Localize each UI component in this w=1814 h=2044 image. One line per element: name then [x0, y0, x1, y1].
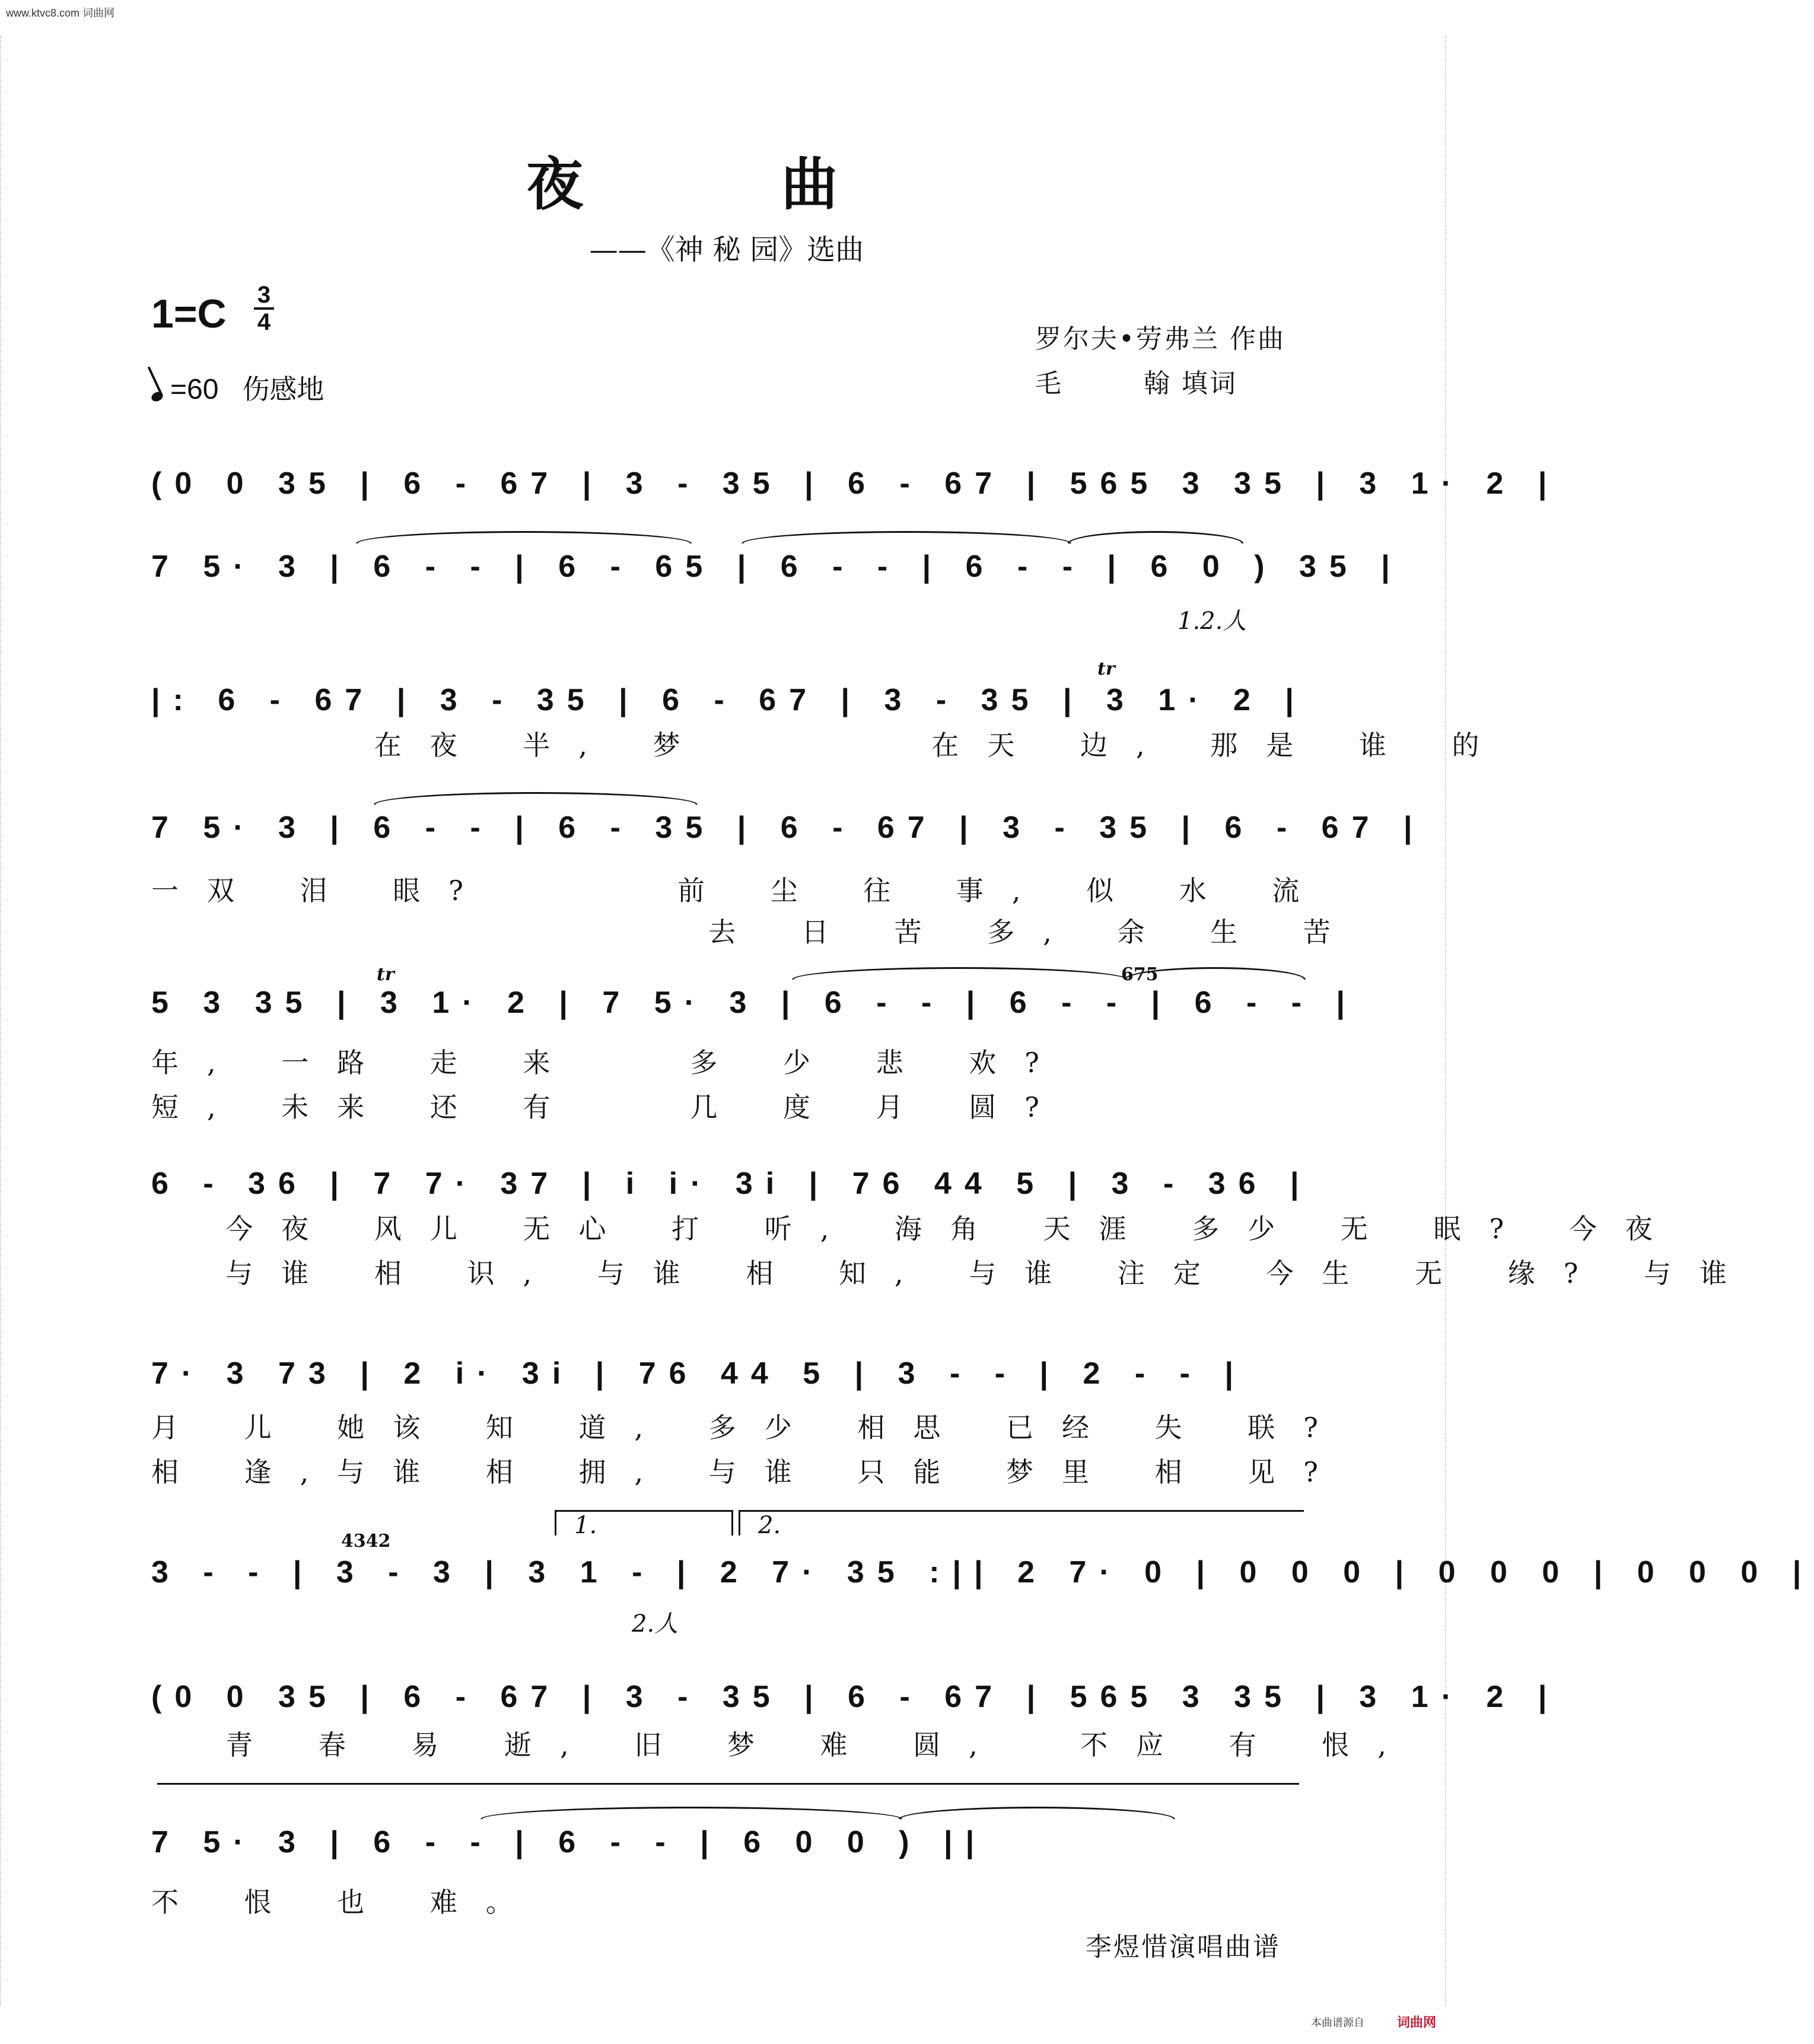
key-signature: 1=C	[151, 291, 227, 336]
verse-marker-2: 2.人	[632, 1610, 679, 1638]
row-lyrics-2: 去 日 苦 多, 余 生 苦	[151, 916, 1359, 948]
row-notes: 7· 3 73 | 2 i· 3i | 76 44 5 | 3 - - | 2 - - |	[151, 1356, 1246, 1391]
row-notes: 7 5· 3 | 6 - - | 6 - 65 | 6 - - | 6 - - | 6 0 ) 35 |	[151, 549, 1403, 584]
tie-arc	[480, 1807, 902, 1819]
score-row-9	[151, 1661, 1560, 1761]
left-edge-dots	[0, 36, 7, 2005]
row-lyrics-1: 今夜 风儿 无心 打 听, 海角 天涯 多少 无 眠? 今夜	[151, 1213, 1681, 1245]
site-mark: www.ktvc8.com 词曲网	[6, 7, 115, 19]
score-row-8	[151, 1531, 1814, 1608]
tie-arc	[374, 792, 698, 805]
row-notes: |: 6 - 67 | 3 - 35 | 6 - 67 | 3 - 35 | 3 1· 2 |	[151, 683, 1307, 717]
score-row-4	[151, 792, 1425, 948]
row-notes: 5 3 35 | 3 1· 2 | 7 5· 3 | 6 - - | 6 - - | 6 - - |	[151, 986, 1358, 1020]
grace-notes-4342: 4342	[341, 1531, 391, 1552]
row-lyrics-2: 与谁 相 识, 与谁 相 知, 与谁 注定 今生 无 缘? 与谁	[151, 1257, 1755, 1289]
row-lyrics-2: 相 逢,与谁 相 拥, 与谁 只能 梦里 相 见?	[151, 1456, 1347, 1488]
tempo-value: =60	[170, 374, 219, 405]
row-lyrics-1: 一双 泪 眼? 前 尘 往 事, 似 水 流	[151, 875, 1328, 907]
quarter-note-icon	[150, 390, 164, 403]
row-notes: 7 5· 3 | 6 - - | 6 - - | 6 0 0 ) ||	[151, 1825, 988, 1859]
first-ending-bracket	[555, 1510, 733, 1539]
score-row-10	[151, 1807, 1302, 1918]
song-subtitle: ——《神 秘 园》选曲	[589, 233, 864, 266]
row-lyrics-1: 不 恨 也 难。	[151, 1886, 542, 1918]
section-line	[157, 1783, 1299, 1785]
tie-arc	[792, 967, 1128, 980]
performer-credit: 李煜惜演唱曲谱	[1086, 1932, 1281, 1962]
composer-credit: 罗尔夫•劳弗兰 作曲	[1035, 324, 1285, 354]
source-note: 本曲谱源自	[1311, 2017, 1364, 2029]
row-lyrics-1: 月 儿 她该 知 道, 多少 相思 已经 失 联?	[151, 1412, 1347, 1444]
second-ending-bracket	[739, 1510, 1304, 1539]
song-title: 夜 曲	[526, 151, 927, 218]
time-signature-bottom: 4	[257, 309, 271, 335]
time-signature	[254, 284, 274, 333]
tie-arc	[899, 1807, 1175, 1819]
lyricist-credit: 毛 翰 填词	[1035, 368, 1237, 399]
tie-arc	[1068, 531, 1243, 543]
score-row-2	[151, 531, 1403, 602]
verse-marker-12: 1.2.人	[1177, 608, 1247, 635]
row-lyrics-1: 在夜 半, 梦 在天 边, 那是 谁 的	[151, 729, 1508, 761]
tempo-marking	[151, 368, 324, 407]
trill-mark: tr	[377, 964, 394, 985]
row-notes: 7 5· 3 | 6 - - | 6 - 35 | 6 - 67 | 3 - 35 | 6 - 67 |	[151, 810, 1425, 845]
score-row-7	[151, 1338, 1347, 1488]
row-notes: 3 - - | 3 - 3 | 3 1 - | 2 7· 35 :|| 2 7· 0 | 0 0 0 | 0 0 0 | 0 0 0 |	[151, 1555, 1814, 1590]
tempo-mood: 伤感地	[242, 373, 324, 405]
second-ending-label: 2.	[758, 1512, 781, 1539]
tie-arc	[356, 531, 692, 543]
row-lyrics-1: 青 春 易 逝, 旧 梦 难 圆, 不应 有 恨,	[151, 1729, 1415, 1761]
site-logo[interactable]: 词曲网	[1397, 2015, 1437, 2030]
row-notes: 6 - 36 | 7 7· 37 | i i· 3i | 76 44 5 | 3 - 36 |	[151, 1166, 1312, 1201]
row-notes: (0 0 35 | 6 - 67 | 3 - 35 | 6 - 67 | 565 3 35 | 3 1· 2 |	[151, 1680, 1560, 1714]
trill-mark: tr	[1097, 659, 1115, 679]
row-lyrics-2: 短, 未来 还 有 几 度 月 圆?	[151, 1091, 1068, 1123]
row-lyrics-1: 年, 一路 走 来 多 少 悲 欢?	[151, 1047, 1068, 1079]
time-signature-top: 3	[257, 282, 271, 308]
grace-notes-675: 675	[1121, 964, 1159, 985]
score-row-6	[151, 1148, 1755, 1289]
first-ending-label: 1.	[574, 1512, 597, 1539]
score-row-5	[151, 964, 1358, 1123]
score-row-1	[151, 448, 1560, 519]
row-notes: (0 0 35 | 6 - 67 | 3 - 35 | 6 - 67 | 565 3 35 | 3 1· 2 |	[151, 466, 1560, 501]
tie-arc	[741, 531, 1071, 543]
score-row-3	[151, 659, 1508, 761]
